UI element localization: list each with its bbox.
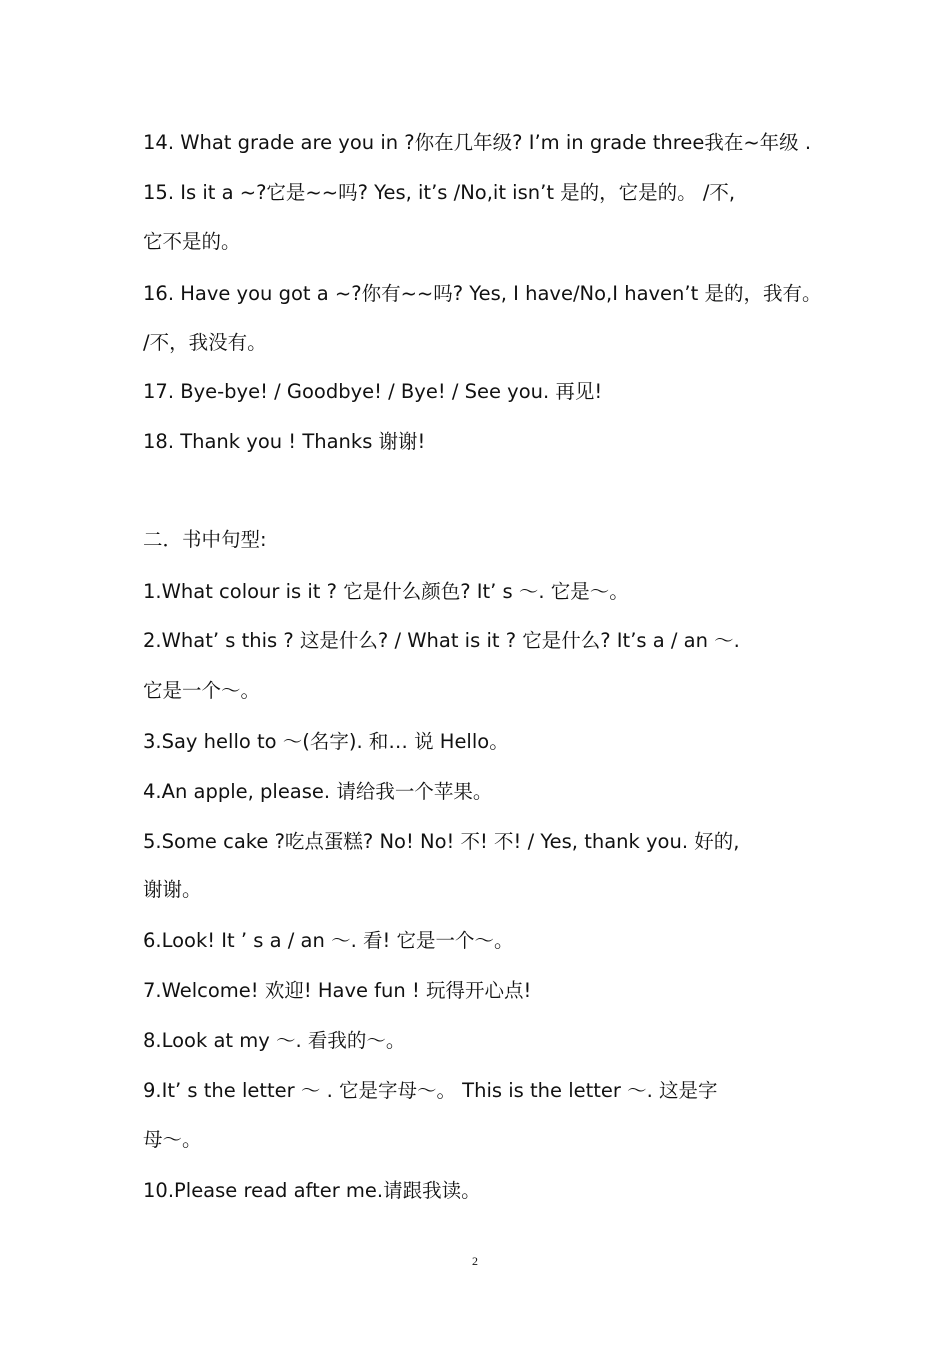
sentence-line-18: 18. Thank you ! Thanks 谢谢! (143, 430, 426, 453)
sentence-line-15: 15. Is it a ~?它是~~吗? Yes, it’s /No,it isn’t 是的，它是的。 /不, (143, 181, 736, 204)
sentence-line-14: 14. What grade are you in ?你在几年级? I’m in grade three我在~年级 . (143, 131, 812, 154)
page-number: 2 (472, 1254, 478, 1268)
pattern-line-4: 4.An apple, please. 请给我一个苹果。 (143, 780, 493, 803)
pattern-line-8: 8.Look at my ～. 看我的～。 (143, 1029, 406, 1052)
pattern-line-1: 1.What colour is it ? 它是什么颜色? It’ s ～. 它是～。 (143, 580, 629, 603)
pattern-line-5: 5.Some cake ?吃点蛋糕? No! No! 不! 不! / Yes, thank you. 好的, (143, 830, 740, 853)
pattern-line-2-continued: 它是一个～。 (143, 679, 261, 702)
pattern-line-10: 10.Please read after me.请跟我读。 (143, 1179, 481, 1202)
sentence-line-16: 16. Have you got a ~?你有~~吗? Yes, I have/No,I haven’t 是的，我有。 (143, 282, 822, 305)
pattern-line-7: 7.Welcome! 欢迎! Have fun ! 玩得开心点! (143, 979, 532, 1002)
sentence-line-16-continued: /不，我没有。 (143, 331, 267, 354)
pattern-line-6: 6.Look! It ’ s a / an ～. 看! 它是一个～。 (143, 929, 514, 952)
sentence-line-15-continued: 它不是的。 (143, 230, 241, 253)
pattern-line-2: 2.What’ s this ? 这是什么? / What is it ? 它是什么? It’s a / an ～. (143, 629, 740, 652)
section-heading: 二．书中句型: (143, 528, 267, 551)
pattern-line-3: 3.Say hello to ～(名字). 和… 说 Hello。 (143, 730, 509, 753)
pattern-line-9-continued: 母～。 (143, 1128, 202, 1151)
pattern-line-5-continued: 谢谢。 (143, 878, 202, 901)
sentence-line-17: 17. Bye-bye! / Goodbye! / Bye! / See you. 再见! (143, 380, 603, 403)
pattern-line-9: 9.It’ s the letter ～ . 它是字母～。 This is the letter ～. 这是字 (143, 1079, 718, 1102)
